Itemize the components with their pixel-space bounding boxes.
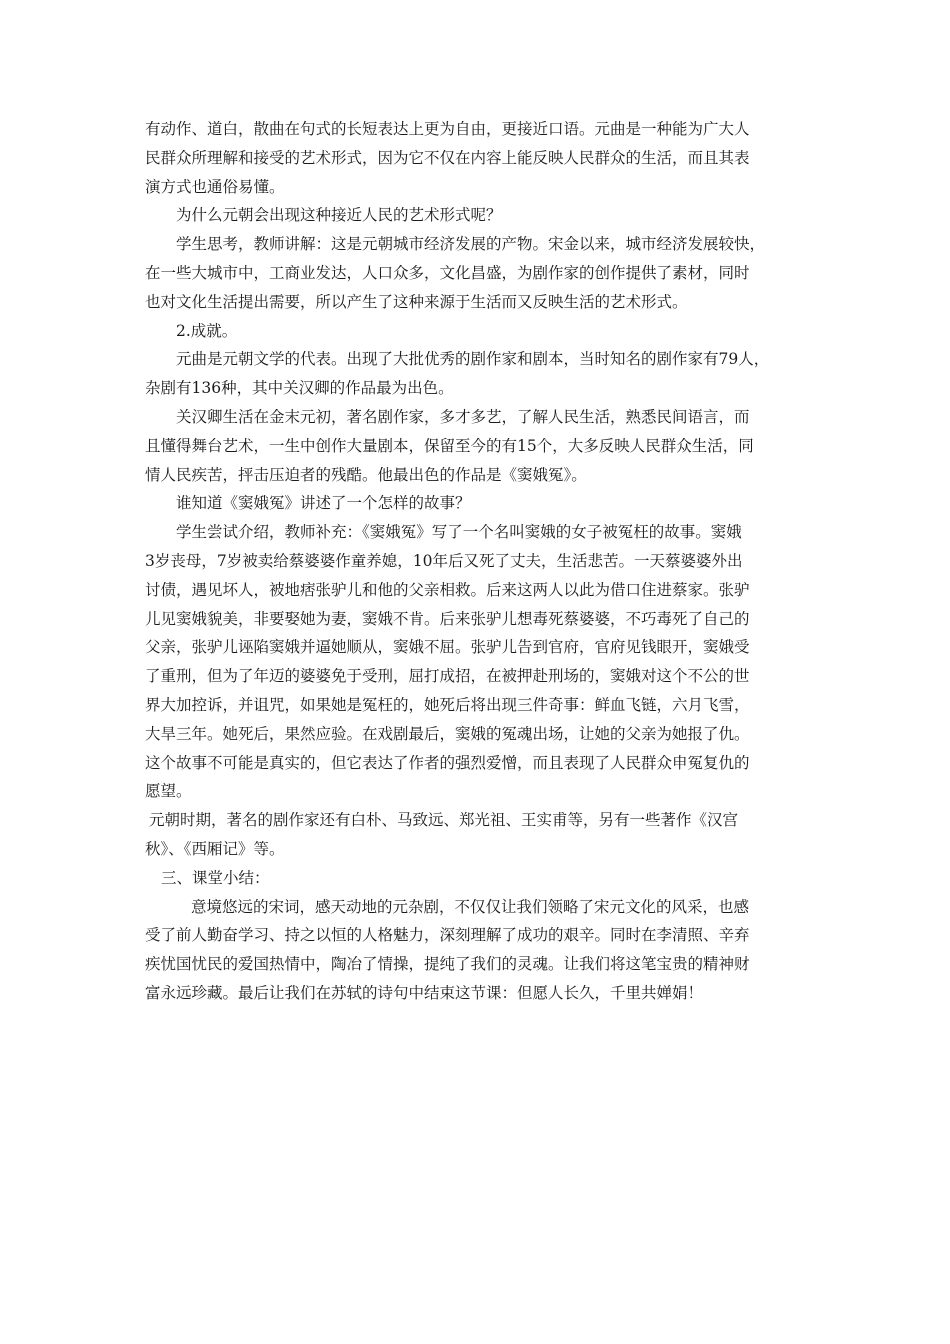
text-line: 且懂得舞台艺术，一生中创作大量剧本，保留至今的有15个，大多反映人民群众生活，同 [145, 436, 754, 455]
text-line: 大旱三年。她死后，果然应验。在戏剧最后，窦娥的冤魂出场，让她的父亲为她报了仇。 [145, 724, 750, 743]
document-body [145, 115, 810, 1008]
text-line: 演方式也通俗易懂。 [145, 177, 285, 196]
text-line: 秋》、《西厢记》等。 [145, 839, 285, 858]
text-line: 也对文化生活提出需要，所以产生了这种来源于生活而又反映生活的艺术形式。 [145, 292, 688, 311]
text-line: 3岁丧母，7岁被卖给蔡婆婆作童养媳，10年后又死了丈夫，生活悲苦。一天蔡婆婆外出 [145, 551, 743, 570]
text-line: 儿见窦娥貌美，非要娶她为妻，窦娥不肯。后来张驴儿想毒死蔡婆婆，不巧毒死了自己的 [145, 609, 750, 628]
text-line: 元朝时期，著名的剧作家还有白朴、马致远、郑光祖、王实甫等，另有一些著作《汉宫 [149, 811, 739, 830]
text-line: 学生思考，教师讲解：这是元朝城市经济发展的产物。宋金以来，城市经济发展较快， [176, 235, 766, 254]
text-line: 民群众所理解和接受的艺术形式，因为它不仅在内容上能反映人民群众的生活，而且其表 [145, 148, 750, 167]
text-line: 讨债，遇见坏人，被地痞张驴儿和他的父亲相救。后来这两人以此为借口住进蔡家。张驴 [145, 580, 750, 599]
text-line: 情人民疾苦，抨击压迫者的残酷。他最出色的作品是《窦娥冤》。 [145, 465, 587, 484]
text-line: 杂剧有136种，其中关汉卿的作品最为出色。 [145, 379, 454, 398]
text-line: 愿望。 [145, 782, 192, 801]
question-line: 为什么元朝会出现这种接近人民的艺术形式呢？ [176, 206, 502, 225]
section-heading: 三、课堂小结： [161, 868, 270, 887]
text-line: 在一些大城市中，工商业发达，人口众多，文化昌盛，为剧作家的创作提供了素材，同时 [145, 263, 750, 282]
section-heading: 2.成就。 [176, 321, 238, 340]
text-line: 父亲，张驴儿诬陷窦娥并逼她顺从，窦娥不屈。张驴儿告到官府，官府见钱眼开，窦娥受 [145, 638, 750, 657]
text-line: 界大加控诉，并诅咒，如果她是冤枉的，她死后将出现三件奇事：鲜血飞链，六月飞雪， [145, 695, 750, 714]
text-line: 有动作、道白，散曲在句式的长短表达上更为自由，更接近口语。元曲是一种能为广大人 [145, 120, 750, 138]
text-line: 了重刑，但为了年迈的婆婆免于受刑，屈打成招，在被押赴刑场的，窦娥对这个不公的世 [145, 667, 750, 686]
text-line: 疾忧国忧民的爱国热情中，陶冶了情操，提纯了我们的灵魂。让我们将这笔宝贵的精神财 [145, 955, 750, 974]
text-line: 富永远珍藏。最后让我们在苏轼的诗句中结束这节课：但愿人长久，千里共婵娟！ [145, 983, 704, 1002]
text-line: 学生尝试介绍，教师补充：《窦娥冤》写了一个名叫窦娥的女子被冤枉的故事。窦娥 [176, 523, 742, 542]
question-line: 谁知道《窦娥冤》讲述了一个怎样的故事？ [176, 494, 471, 513]
text-line: 意境悠远的宋词，感天动地的元杂剧，不仅仅让我们领略了宋元文化的风采，也感 [191, 897, 750, 916]
text-line: 元曲是元朝文学的代表。出现了大批优秀的剧作家和剧本，当时知名的剧作家有79人， [176, 350, 770, 369]
text-line: 这个故事不可能是真实的，但它表达了作者的强烈爱憎，而且表现了人民群众申冤复仇的 [145, 753, 750, 772]
text-line: 关汉卿生活在金末元初，著名剧作家，多才多艺，了解人民生活，熟悉民间语言，而 [176, 407, 750, 426]
text-line: 受了前人勤奋学习、持之以恒的人格魅力，深刻理解了成功的艰辛。同时在李清照、辛弃 [145, 926, 750, 945]
